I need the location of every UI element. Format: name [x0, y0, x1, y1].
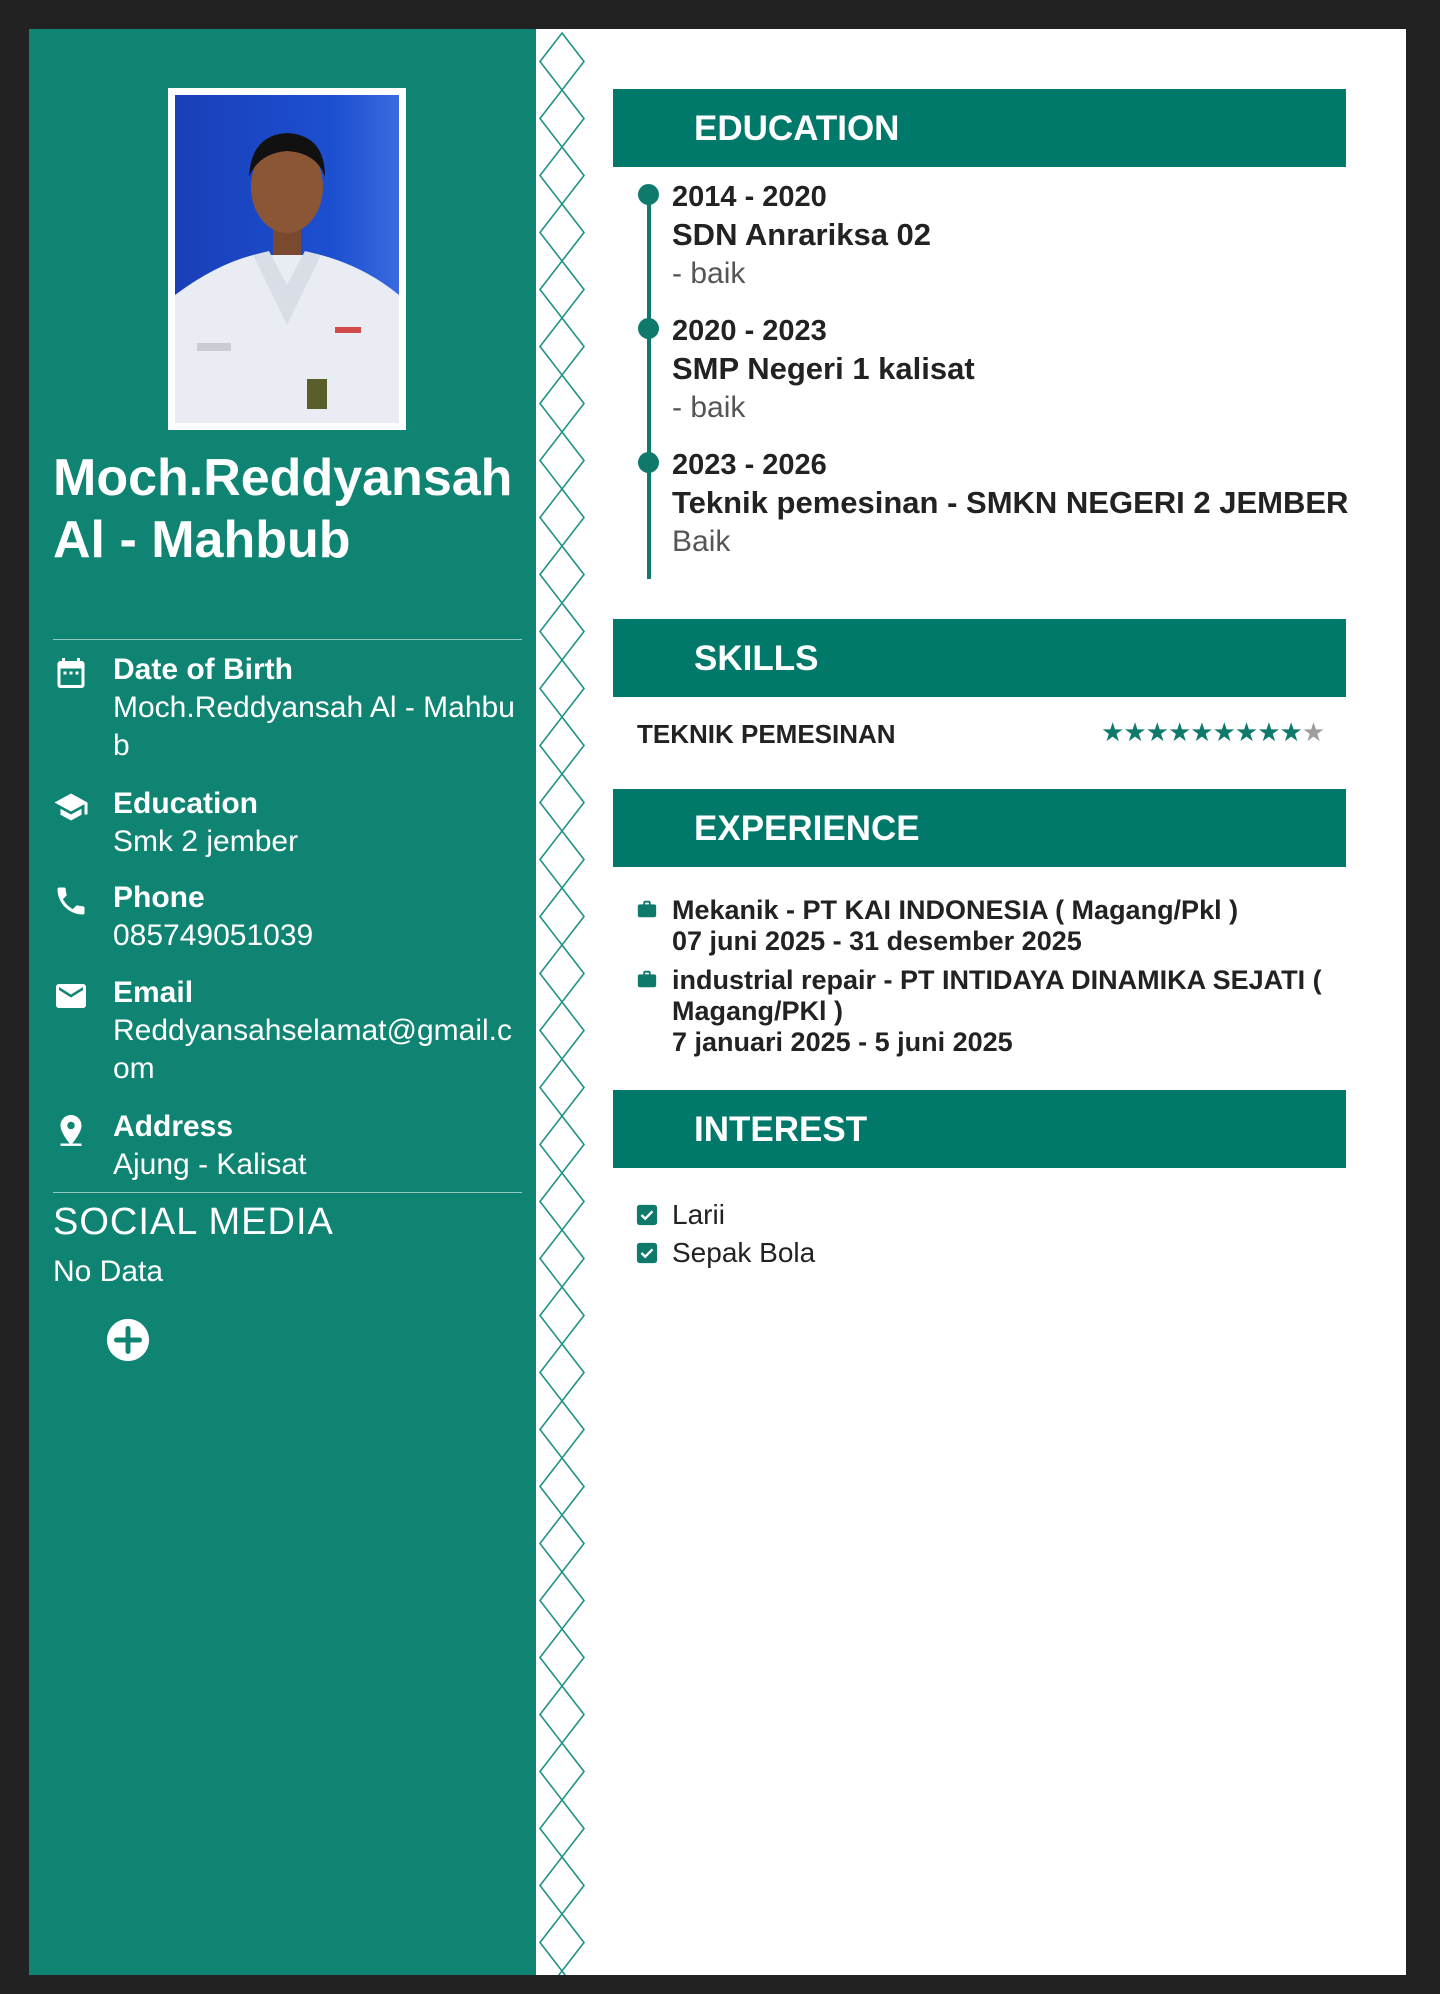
experience-header: EXPERIENCE — [613, 789, 1346, 867]
checkbox-checked-icon — [636, 1242, 658, 1264]
graduation-cap-icon — [53, 789, 89, 825]
profile-name-line2: Al - Mahbub — [53, 511, 351, 569]
skills-header: SKILLS — [613, 619, 1346, 697]
education-header: EDUCATION — [613, 89, 1346, 167]
education-item — [672, 313, 1372, 427]
info-dob — [53, 651, 533, 765]
diamond-shape — [540, 318, 584, 375]
diamond-shape — [540, 1857, 584, 1914]
skill-rating — [1101, 717, 1324, 748]
education-item — [672, 447, 1372, 561]
resume-page — [29, 29, 1406, 1975]
star-empty-icon: ★ — [1301, 717, 1325, 747]
diamond-shape — [540, 1686, 584, 1743]
profile-photo — [168, 88, 406, 430]
location-pin-icon — [53, 1112, 89, 1148]
education-years: 2023 - 2026 — [672, 449, 827, 481]
diamond-shape — [540, 204, 584, 261]
calendar-icon — [53, 655, 89, 691]
divider — [53, 639, 522, 640]
interest-label: Sepak Bola — [672, 1237, 816, 1268]
phone-icon — [53, 883, 89, 919]
diamond-shape — [540, 1401, 584, 1458]
education-years: 2020 - 2023 — [672, 315, 827, 347]
envelope-icon — [53, 978, 89, 1014]
social-media-title: SOCIAL MEDIA — [53, 1201, 334, 1243]
star-filled-icon: ★ — [1123, 717, 1146, 747]
social-media-value: No Data — [53, 1255, 164, 1288]
interest-header: INTEREST — [613, 1090, 1346, 1168]
profile-name — [53, 447, 523, 571]
info-education — [53, 785, 533, 861]
education-item — [672, 179, 1372, 293]
interest-item — [672, 1234, 815, 1272]
info-phone-value[interactable]: 085749051039 — [113, 919, 314, 952]
star-filled-icon: ★ — [1257, 717, 1280, 747]
diamond-shape — [540, 945, 584, 1002]
profile-name-line1: Moch.Reddyansah — [53, 449, 513, 507]
diamond-shape — [540, 1116, 584, 1173]
diamond-shape — [540, 147, 584, 204]
divider — [53, 1192, 522, 1193]
interest-label: Larii — [672, 1199, 725, 1230]
diamond-shape — [540, 603, 584, 660]
timeline-dot — [638, 184, 659, 205]
experience-dates: 07 juni 2025 - 31 desember 2025 — [672, 926, 1082, 956]
diamond-shape — [540, 1743, 584, 1800]
experience-item — [672, 965, 1362, 1058]
star-filled-icon: ★ — [1167, 717, 1191, 747]
education-note: - baik — [672, 391, 746, 424]
diamond-shape — [540, 261, 584, 318]
info-address-label: Address — [113, 1110, 234, 1143]
star-filled-icon: ★ — [1212, 717, 1235, 747]
diamond-shape — [540, 432, 584, 489]
education-note: - baik — [672, 257, 746, 290]
education-years: 2014 - 2020 — [672, 181, 827, 213]
info-email-value[interactable]: Reddyansahselamat@gmail.com — [113, 1014, 512, 1085]
info-dob-value: Moch.Reddyansah Al - Mahbub — [113, 691, 515, 762]
diamond-shape — [540, 774, 584, 831]
diamond-shape — [540, 1800, 584, 1857]
diamond-shape — [540, 1287, 584, 1344]
star-filled-icon: ★ — [1279, 717, 1302, 747]
info-dob-label: Date of Birth — [113, 653, 293, 686]
briefcase-icon — [636, 968, 658, 990]
info-address — [53, 1108, 533, 1184]
checkbox-checked-icon — [636, 1204, 658, 1226]
info-phone — [53, 879, 533, 955]
star-filled-icon: ★ — [1190, 717, 1213, 747]
sidebar — [29, 29, 536, 1975]
diamond-shape — [540, 1002, 584, 1059]
skill-name: TEKNIK PEMESINAN — [637, 719, 896, 749]
info-email-label: Email — [113, 976, 194, 1009]
education-note: Baik — [672, 525, 731, 558]
timeline-dot — [638, 452, 659, 473]
star-filled-icon: ★ — [1101, 717, 1124, 747]
interest-item — [672, 1196, 725, 1234]
briefcase-icon — [636, 898, 658, 920]
experience-title: Mekanik - PT KAI INDONESIA ( Magang/Pkl ) — [672, 895, 1239, 925]
diamond-shape — [540, 1230, 584, 1287]
timeline-dot — [638, 318, 659, 339]
diamond-shape — [540, 1173, 584, 1230]
info-education-value: Smk 2 jember — [113, 825, 299, 858]
diamond-shape — [540, 1515, 584, 1572]
diamond-shape — [540, 831, 584, 888]
diamond-border-decoration — [536, 29, 588, 1975]
diamond-shape — [540, 546, 584, 603]
diamond-shape — [540, 717, 584, 774]
diamond-shape — [540, 1629, 584, 1686]
education-timeline-line — [647, 187, 651, 579]
info-email — [53, 974, 533, 1088]
diamond-shape — [540, 33, 584, 90]
diamond-shape — [540, 1971, 584, 1975]
education-school: SMP Negeri 1 kalisat — [672, 351, 975, 386]
profile-photo-image — [175, 95, 399, 423]
info-address-value: Ajung - Kalisat — [113, 1148, 307, 1181]
diamond-shape — [540, 1572, 584, 1629]
star-filled-icon: ★ — [1234, 717, 1258, 747]
diamond-shape — [540, 1344, 584, 1401]
info-education-label: Education — [113, 787, 259, 820]
experience-dates: 7 januari 2025 - 5 juni 2025 — [672, 1027, 1013, 1057]
diamond-shape — [540, 1059, 584, 1116]
experience-item — [672, 895, 1362, 957]
info-phone-label: Phone — [113, 881, 205, 914]
education-school: Teknik pemesinan - SMKN NEGERI 2 JEMBER — [672, 485, 1349, 520]
education-school: SDN Anrariksa 02 — [672, 217, 932, 252]
diamond-shape — [540, 888, 584, 945]
diamond-shape — [540, 660, 584, 717]
diamond-shape — [540, 489, 584, 546]
star-filled-icon: ★ — [1145, 717, 1168, 747]
experience-title: industrial repair - PT INTIDAYA DINAMIKA SEJATI ( Magang/PKl ) — [672, 965, 1322, 1026]
add-social-button[interactable] — [105, 1317, 151, 1363]
diamond-shape — [540, 1914, 584, 1971]
diamond-shape — [540, 375, 584, 432]
diamond-shape — [540, 1458, 584, 1515]
diamond-shape — [540, 90, 584, 147]
